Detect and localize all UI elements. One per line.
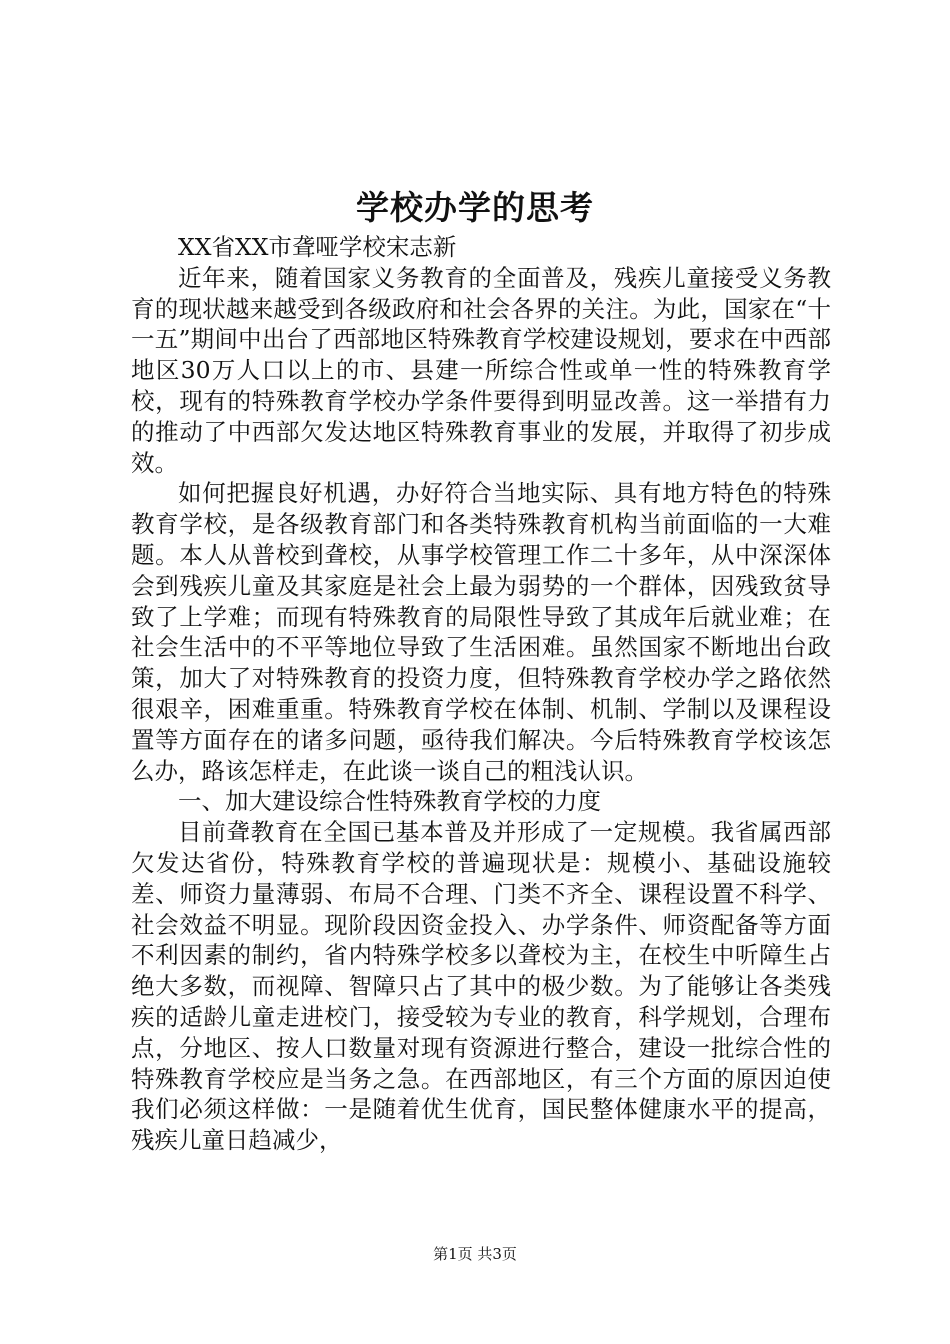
author-line: XX省XX市聋哑学校宋志新	[178, 233, 457, 261]
page-number-footer: 第1页 共3页	[433, 1245, 517, 1263]
section-heading: 一、加大建设综合性特殊教育学校的力度	[178, 787, 601, 816]
document-body	[131, 232, 831, 1156]
paragraph-section-one: 目前聋教育在全国已基本普及并形成了一定规模。我省属西部欠发达省份，特殊教育学校的普遍现状是：规模小、基础设施较差、师资力量薄弱、布局不合理、门类不齐全、课程设置不科学、社会效益不明显。现阶段因资金投入、办学条件、师资配备等方面不利因素的制约，省内特殊学校多以聋校为主，在校生中听障生占绝大多数，而视障、智障只占了其中的极少数。为了能够让各类残疾的适龄儿童走进校门，接受较为专业的教育，科学规划，合理布点，分地区、按人口数量对现有资源进行整合，建设一批综合性的特殊教育学校应是当务之急。在西部地区，有三个方面的原因迫使我们必须这样做：一是随着优生优育，国民整体健康水平的提高，残疾儿童日趋减少，	[131, 818, 831, 1155]
paragraph-challenges: 如何把握良好机遇，办好符合当地实际、具有地方特色的特殊教育学校，是各级教育部门和各类特殊教育机构当前面临的一大难题。本人从普校到聋校，从事学校管理工作二十多年，从中深深体会到残疾儿童及其家庭是社会上最为弱势的一个群体，因残致贫导致了上学难；而现有特殊教育的局限性导致了其成年后就业难；在社会生活中的不平等地位导致了生活困难。虽然国家不断地出台政策，加大了对特殊教育的投资力度，但特殊教育学校办学之路依然很艰辛，困难重重。特殊教育学校在体制、机制、学制以及课程设置等方面存在的诸多问题，亟待我们解决。今后特殊教育学校该怎么办，路该怎样走，在此谈一谈自己的粗浅认识。	[131, 479, 831, 785]
paragraph-intro: 近年来，随着国家义务教育的全面普及，残疾儿童接受义务教育的现状越来越受到各级政府和社会各界的关注。为此，国家在“十一五”期间中出台了西部地区特殊教育学校建设规划，要求在中西部地区30万人口以上的市、县建一所综合性或单一性的特殊教育学校，现有的特殊教育学校办学条件要得到明显改善。这一举措有力的推动了中西部欠发达地区特殊教育事业的发展，并取得了初步成效。	[131, 263, 831, 477]
document-title: 学校办学的思考	[356, 188, 594, 227]
